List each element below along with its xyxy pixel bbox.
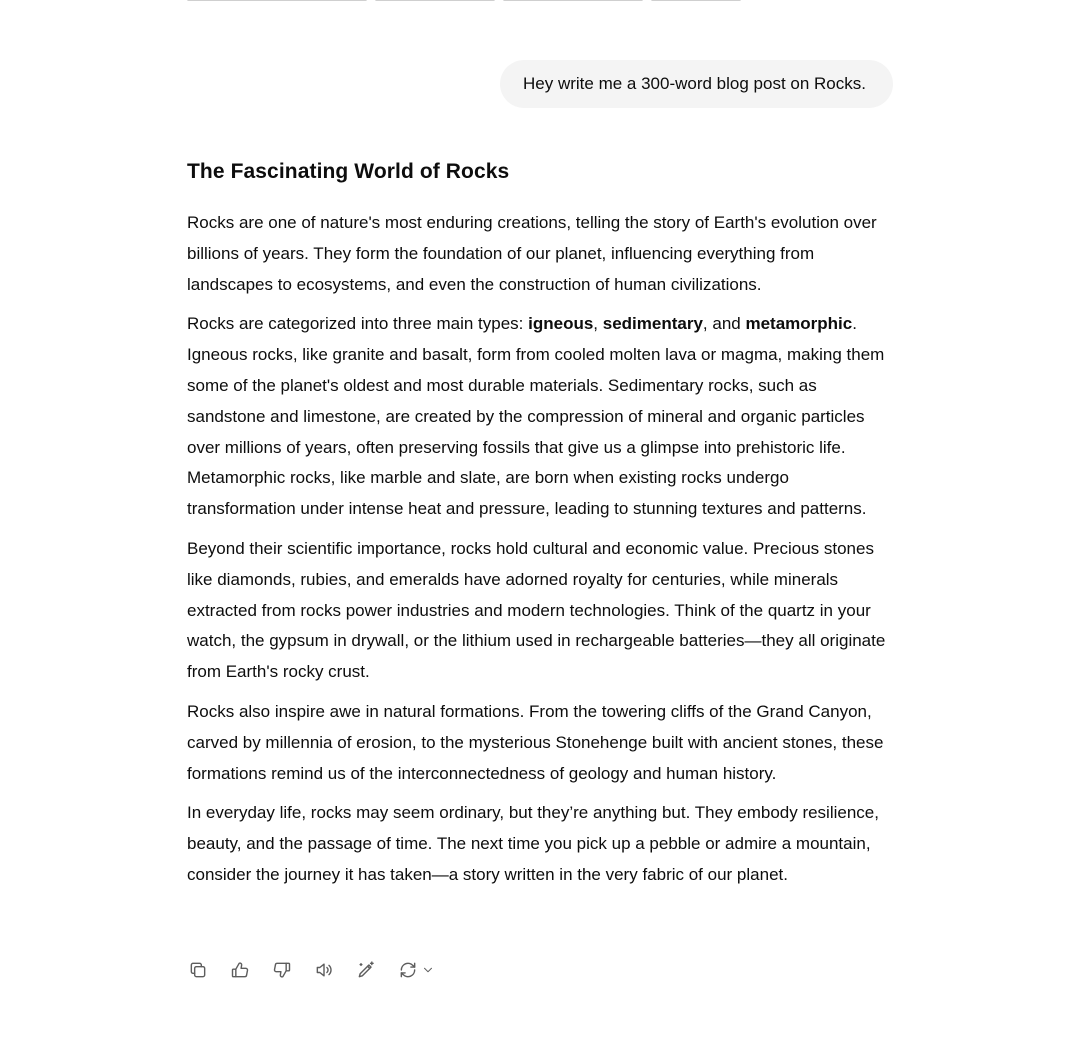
- edit-sparkle-icon: [356, 960, 376, 980]
- response-paragraph-4: Rocks also inspire awe in natural formations. From the towering cliffs of the Grand Canyon, carved by millennia of erosion, to the mysterious Stonehenge built with ancient stones, these formations remind us of the interconnectedness of geology and human history.: [187, 701, 884, 783]
- separator-2: , and: [702, 314, 746, 334]
- rock-type-igneous: igneous: [528, 314, 594, 334]
- edit-in-canvas-button[interactable]: [352, 956, 380, 984]
- response-action-bar: [184, 956, 439, 984]
- response-paragraph-1: Rocks are one of nature's most enduring creations, telling the story of Earth's evolution over billions of years. They form the foundation of our planet, influencing everything from landscapes to ecosystems, and even the construction of human civilizations.: [187, 213, 877, 294]
- previous-message-fragment: [187, 0, 893, 4]
- rock-type-sedimentary: sedimentary: [602, 314, 703, 334]
- paragraph-2-rest: . Igneous rocks, like granite and basalt, form from cooled molten lava or magma, making them some of the planet's oldest and most durable materials. Sedimentary rocks, such as sandstone and limestone, are created by the compression of mineral and organic particles over millions of years, often preserving fossils that give us a glimpse into prehistoric life. Metamorphic rocks, like marble and slate, are born when existing rocks undergo transformation under intense heat and pressure, leading to stunning textures and patterns.: [187, 314, 885, 519]
- paragraph-2-intro: Rocks are categorized into three main types:: [187, 314, 529, 334]
- user-message-bubble: Hey write me a 300-word blog post on Rocks.: [500, 60, 893, 108]
- thumbs-down-icon: [272, 960, 292, 980]
- rock-type-metamorphic: metamorphic: [745, 314, 853, 334]
- copy-button[interactable]: [184, 956, 212, 984]
- regenerate-icon: [398, 960, 418, 980]
- read-aloud-icon: [314, 960, 334, 980]
- response-paragraph-5: In everyday life, rocks may seem ordinary, but they’re anything but. They embody resilience, beauty, and the passage of time. The next time you pick up a pebble or admire a mountain, consider the journey it has taken—a story written in the very fabric of our planet.: [187, 803, 879, 884]
- assistant-response: [187, 152, 893, 900]
- response-paragraph-2: [187, 309, 893, 525]
- read-aloud-button[interactable]: [310, 956, 338, 984]
- separator-1: ,: [593, 314, 603, 334]
- user-message-row: [500, 60, 893, 108]
- chevron-down-icon: [421, 963, 435, 977]
- response-paragraph-3: Beyond their scientific importance, rocks hold cultural and economic value. Precious stones like diamonds, rubies, and emeralds have adorned royalty for centuries, while minerals extracted from rocks power industries and modern technologies. Think of the quartz in your watch, the gypsum in drywall, or the lithium used in rechargeable batteries—they all originate from Earth's rocky crust.: [187, 538, 886, 682]
- bad-response-button[interactable]: [268, 956, 296, 984]
- response-title: The Fascinating World of Rocks: [187, 160, 510, 183]
- good-response-button[interactable]: [226, 956, 254, 984]
- copy-icon: [188, 960, 208, 980]
- thumbs-up-icon: [230, 960, 250, 980]
- regenerate-button[interactable]: [394, 956, 439, 984]
